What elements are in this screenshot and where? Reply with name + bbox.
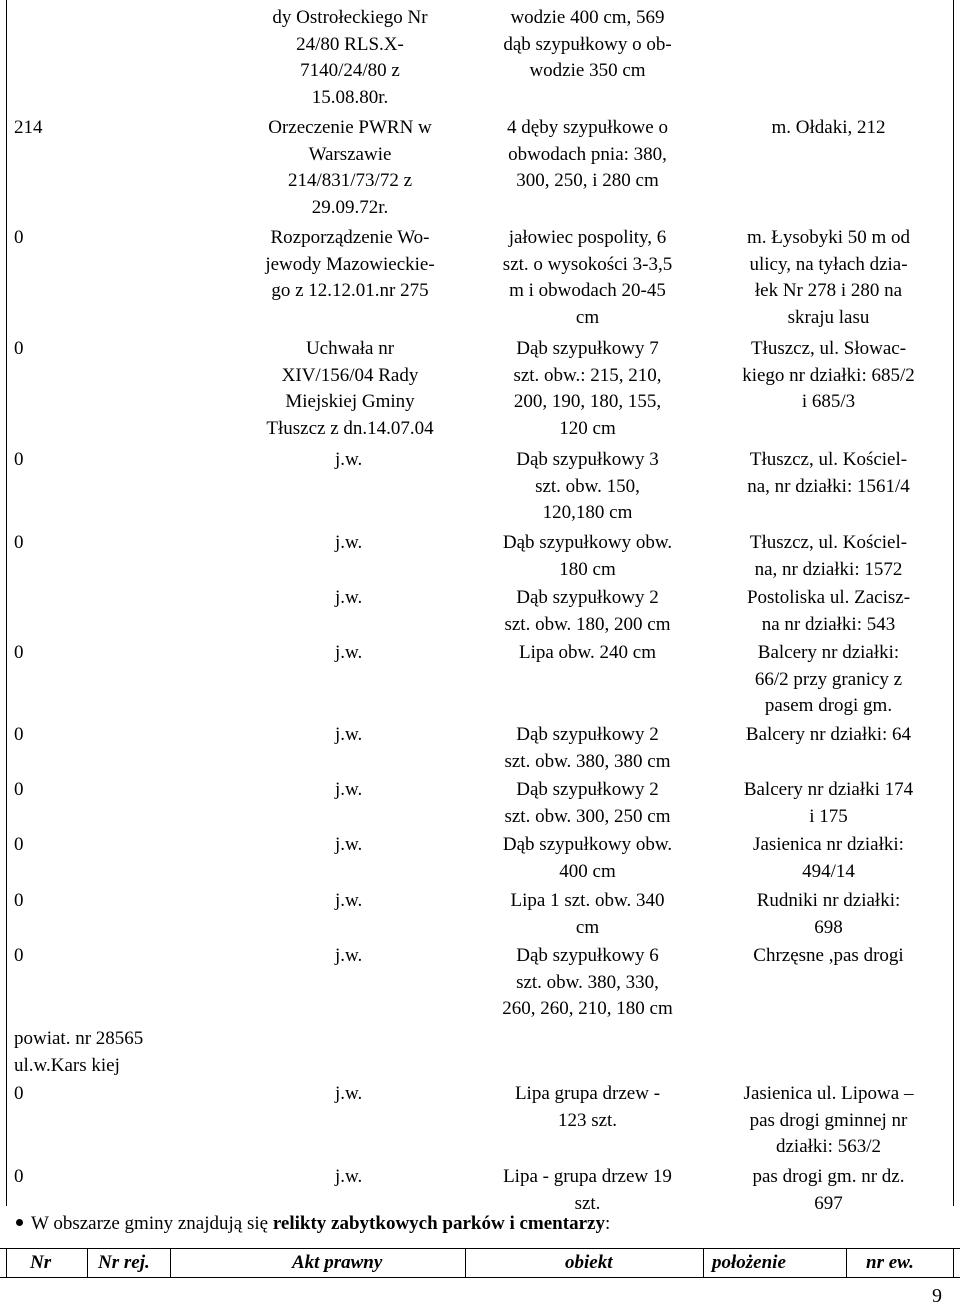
cell-akt-prawny-line: 29.09.72r.: [311, 196, 389, 218]
cell-polozenie-line: Balcery nr działki:: [757, 642, 900, 663]
cell-polozenie-line: Postoliska ul. Zacisz-: [746, 587, 911, 608]
cell-obiekt-line: Dąb szypułkowy 3: [516, 449, 659, 470]
cell-obiekt-line: szt.: [574, 1192, 601, 1214]
cell-polozenie-line: Tłuszcz, ul. Kościel-: [749, 449, 908, 470]
cell-polozenie-line: na, nr działki: 1572: [754, 558, 903, 580]
cell-polozenie-line: Rudniki nr działki:: [756, 890, 901, 911]
cell-nr: 0: [14, 834, 24, 855]
cell-nr: 214: [14, 117, 43, 138]
cell-polozenie-line: działki: 563/2: [775, 1136, 881, 1157]
cell-polozenie-line: kiego nr działki: 685/2: [742, 364, 915, 386]
cell-obiekt-line: 300, 250, i 280 cm: [516, 170, 659, 191]
table-left-border: [6, 0, 7, 1206]
header-nr: Nr: [30, 1252, 52, 1273]
cell-polozenie: [716, 225, 941, 331]
cell-nr: 0: [14, 945, 24, 966]
cell-polozenie-line: łek Nr 278 i 280 na: [754, 280, 903, 301]
cell-obiekt: [480, 777, 695, 830]
cell-obiekt: [480, 722, 695, 775]
cell-jw: j.w.: [335, 449, 363, 470]
header-akt-prawny: Akt prawny: [292, 1252, 383, 1273]
cell-obiekt: [480, 1081, 695, 1134]
cell-obiekt: [480, 225, 695, 331]
cell-jw: j.w.: [335, 779, 363, 800]
cell-akt-prawny: [240, 115, 460, 221]
header-separator: [6, 1249, 7, 1277]
cell-polozenie-line: na, nr działki: 1561/4: [747, 475, 910, 497]
cell-polozenie: [716, 640, 941, 720]
cell-obiekt-line: cm: [575, 306, 600, 328]
cell-obiekt-line: Dąb szypułkowy 2: [516, 724, 659, 745]
cell-polozenie-line: 698: [814, 916, 843, 938]
cell-akt-prawny-line: Tłuszcz z dn.14.07.04: [266, 417, 434, 439]
cell-obiekt-line: Lipa - grupa drzew 19: [503, 1166, 672, 1187]
cell-akt-prawny: [240, 336, 460, 442]
header-polozenie: położenie: [712, 1252, 786, 1273]
cell-polozenie-line: m. Ołdaki, 212: [771, 117, 886, 138]
cell-obiekt-line: Lipa 1 szt. obw. 340: [510, 890, 665, 911]
cell-obiekt-line: wodzie 350 cm: [529, 60, 646, 81]
cell-akt-prawny: [240, 225, 460, 305]
cell-polozenie: [716, 530, 941, 583]
cell-akt-prawny: [240, 5, 460, 111]
cell-nr: 0: [14, 449, 24, 470]
cell-nr-continued: ul.w.Kars kiej: [14, 1054, 120, 1076]
cell-polozenie: [716, 447, 941, 500]
cell-polozenie: [716, 585, 941, 638]
cell-obiekt-line: Dąb szypułkowy 6: [516, 945, 659, 966]
cell-obiekt-line: szt. o wysokości 3-3,5: [502, 253, 673, 275]
cell-polozenie-line: Jasienica ul. Lipowa –: [743, 1083, 914, 1104]
cell-polozenie-line: Chrzęsne ,pas drogi: [753, 945, 904, 966]
cell-polozenie-line: Balcery nr działki: 64: [745, 724, 912, 745]
cell-obiekt-line: jałowiec pospolity, 6: [508, 227, 667, 248]
cell-polozenie-line: Jasienica nr działki:: [753, 834, 904, 855]
cell-polozenie-line: pas drogi gminnej nr: [749, 1109, 908, 1131]
cell-obiekt-line: dąb szypułkowy o ob-: [503, 33, 672, 55]
cell-polozenie-line: Tłuszcz, ul. Kościel-: [749, 532, 908, 553]
cell-obiekt-line: szt. obw. 300, 250 cm: [504, 805, 671, 827]
cell-akt-prawny-line: Miejskiej Gminy: [285, 391, 415, 412]
note-suffix: :: [604, 1213, 611, 1234]
cell-polozenie: [716, 943, 941, 970]
cell-akt-prawny-line: go z 12.12.01.nr 275: [271, 280, 429, 301]
cell-obiekt-line: m i obwodach 20-45: [509, 280, 666, 301]
cell-akt-prawny-line: Uchwała nr: [305, 338, 395, 359]
cell-akt-prawny-line: 15.08.80r.: [311, 86, 389, 108]
cell-polozenie: [716, 777, 941, 830]
cell-obiekt-line: 4 dęby szypułkowe o: [507, 117, 668, 138]
cell-obiekt-line: 123 szt.: [557, 1109, 618, 1131]
cell-obiekt-line: 400 cm: [559, 860, 616, 882]
cell-obiekt: [480, 943, 695, 1023]
cell-polozenie-line: 66/2 przy granicy z: [754, 668, 903, 690]
cell-polozenie-line: Balcery nr działki 174: [743, 779, 914, 800]
header-obiekt: obiekt: [565, 1252, 613, 1273]
cell-obiekt-line: 200, 190, 180, 155,: [513, 391, 662, 412]
header-nr-rej: Nr rej.: [98, 1252, 150, 1273]
header-separator: [846, 1249, 847, 1277]
cell-akt-prawny-line: jewody Mazowieckie-: [265, 253, 435, 275]
cell-nr: 0: [14, 227, 24, 248]
header-separator: [465, 1249, 466, 1277]
cell-nr: 0: [14, 724, 24, 745]
cell-polozenie: [716, 832, 941, 885]
cell-akt-prawny-line: 7140/24/80 z: [300, 60, 400, 81]
cell-obiekt-line: 260, 260, 210, 180 cm: [502, 998, 673, 1019]
cell-obiekt-line: szt. obw. 180, 200 cm: [504, 613, 671, 635]
cell-polozenie-line: 697: [814, 1192, 843, 1214]
cell-nr: 0: [14, 1083, 24, 1104]
cell-nr: 0: [14, 532, 24, 553]
cell-polozenie-line: Tłuszcz, ul. Słowac-: [750, 338, 907, 359]
cell-akt-prawny-line: dy Ostrołeckiego Nr: [272, 7, 428, 28]
cell-polozenie: [716, 115, 941, 142]
cell-obiekt: [480, 5, 695, 85]
cell-obiekt-line: Dąb szypułkowy 2: [516, 587, 659, 608]
cell-jw: j.w.: [335, 890, 363, 911]
cell-nr: powiat. nr 28565: [14, 1028, 144, 1049]
cell-akt-prawny-line: Warszawie: [308, 143, 392, 165]
header-separator: [170, 1249, 171, 1277]
cell-akt-prawny-line: 24/80 RLS.X-: [296, 33, 404, 55]
cell-akt-prawny-line: 214/831/73/72 z: [287, 170, 413, 191]
cell-polozenie-line: skraju lasu: [787, 306, 870, 328]
header-nr-ew: nr ew.: [866, 1252, 914, 1273]
cell-polozenie-line: ulicy, na tyłach dzia-: [749, 253, 908, 275]
cell-polozenie: [716, 336, 941, 416]
cell-obiekt: [480, 640, 695, 667]
cell-obiekt: [480, 888, 695, 941]
cell-obiekt: [480, 115, 695, 195]
parks-table-header: [0, 1248, 960, 1278]
cell-jw: j.w.: [335, 1166, 363, 1187]
bullet-icon: [16, 1219, 23, 1226]
cell-obiekt: [480, 585, 695, 638]
cell-nr: 0: [14, 642, 24, 663]
cell-polozenie-line: pas drogi gm. nr dz.: [752, 1166, 905, 1187]
parks-note: [16, 1211, 610, 1238]
cell-jw: j.w.: [335, 834, 363, 855]
page-number: 9: [932, 1285, 942, 1307]
cell-obiekt-line: 120 cm: [559, 417, 616, 439]
cell-obiekt-line: szt. obw.: 215, 210,: [513, 364, 662, 386]
cell-obiekt-line: Lipa grupa drzew -: [514, 1083, 661, 1104]
cell-polozenie: [716, 722, 941, 749]
cell-polozenie-line: na nr działki: 543: [761, 613, 896, 635]
cell-obiekt: [480, 832, 695, 885]
cell-akt-prawny-line: XIV/156/04 Rady: [281, 364, 419, 386]
cell-jw: j.w.: [335, 587, 363, 608]
cell-nr: 0: [14, 890, 24, 911]
cell-nr: 0: [14, 1166, 24, 1187]
cell-obiekt: [480, 447, 695, 527]
cell-obiekt: [480, 530, 695, 583]
cell-obiekt: [480, 1164, 695, 1217]
cell-obiekt: [480, 336, 695, 442]
cell-obiekt-line: 120,180 cm: [542, 502, 633, 523]
cell-obiekt-line: Dąb szypułkowy 2: [516, 779, 659, 800]
header-separator: [87, 1249, 88, 1277]
header-separator: [703, 1249, 704, 1277]
cell-polozenie: [716, 1081, 941, 1161]
cell-jw: j.w.: [335, 532, 363, 553]
cell-jw: j.w.: [335, 945, 363, 966]
cell-nr: 0: [14, 338, 24, 359]
cell-obiekt-line: obwodach pnia: 380,: [508, 143, 667, 165]
cell-akt-prawny-line: Orzeczenie PWRN w: [268, 117, 432, 138]
cell-jw: j.w.: [335, 642, 363, 663]
note-bold: relikty zabytkowych parków i cmentarzy: [272, 1213, 605, 1234]
cell-polozenie-line: i 175: [809, 805, 848, 827]
cell-obiekt-line: 180 cm: [559, 558, 616, 580]
cell-obiekt-line: cm: [575, 916, 600, 938]
cell-jw: j.w.: [335, 1083, 363, 1104]
note-prefix: W obszarze gminy znajdują się: [31, 1213, 273, 1234]
cell-polozenie-line: 494/14: [802, 860, 855, 882]
cell-obiekt-line: Dąb szypułkowy 7: [516, 338, 659, 359]
cell-akt-prawny-line: Rozporządzenie Wo-: [270, 227, 430, 248]
cell-obiekt-line: Lipa obw. 240 cm: [518, 642, 657, 663]
cell-obiekt-line: Dąb szypułkowy obw.: [502, 834, 673, 855]
cell-obiekt-line: wodzie 400 cm, 569: [510, 7, 665, 28]
cell-polozenie-line: pasem drogi gm.: [764, 695, 893, 716]
cell-obiekt-line: szt. obw. 150,: [535, 475, 640, 497]
cell-jw: j.w.: [335, 724, 363, 745]
table-right-border: [953, 0, 954, 1206]
cell-nr: 0: [14, 779, 24, 800]
cell-polozenie: [716, 1164, 941, 1217]
cell-polozenie-line: m. Łysobyki 50 m od: [746, 227, 911, 248]
header-separator: [953, 1249, 954, 1277]
cell-polozenie: [716, 888, 941, 941]
cell-obiekt-line: Dąb szypułkowy obw.: [502, 532, 673, 553]
cell-obiekt-line: szt. obw. 380, 330,: [516, 971, 659, 993]
cell-obiekt-line: szt. obw. 380, 380 cm: [504, 750, 671, 772]
cell-polozenie-line: i 685/3: [801, 391, 856, 412]
